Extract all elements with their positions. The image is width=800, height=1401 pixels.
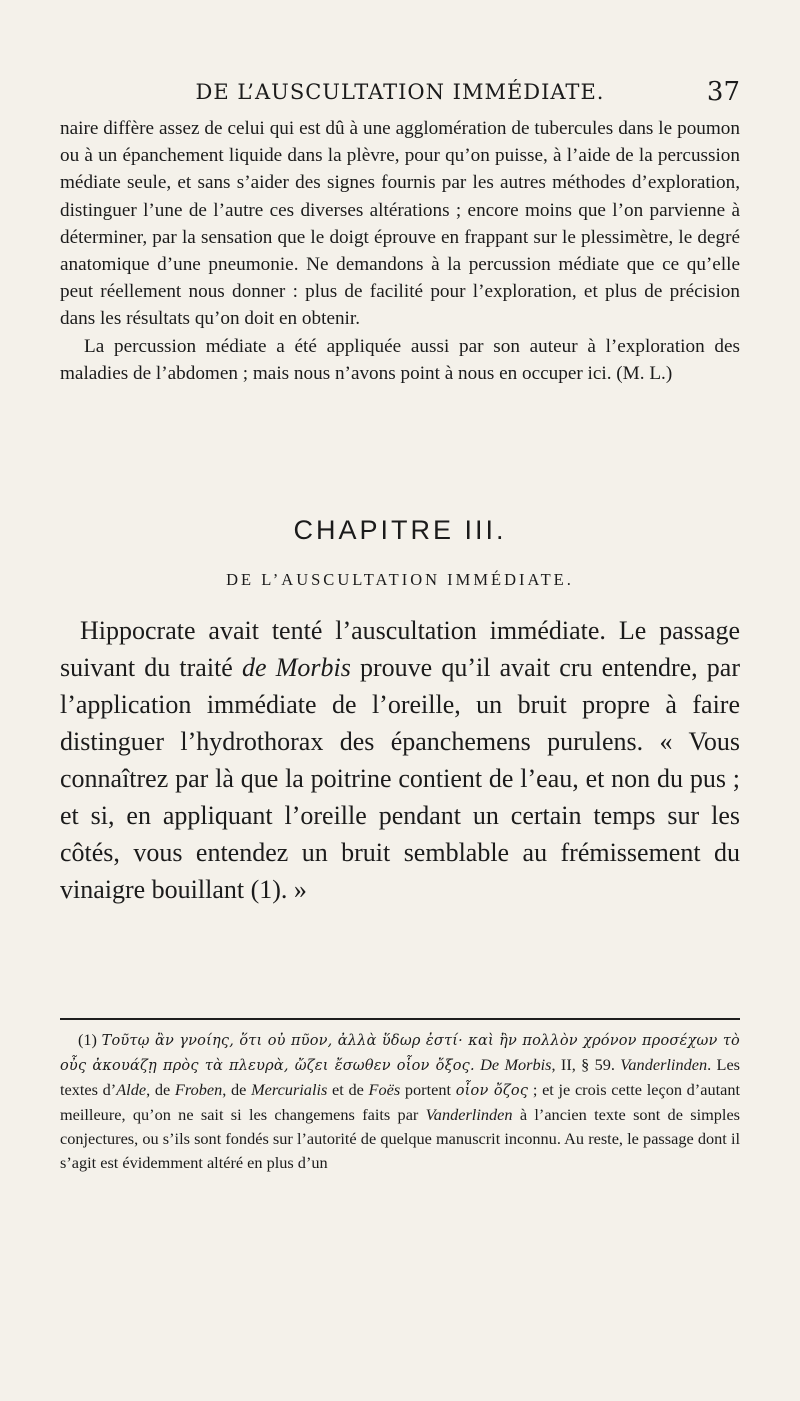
- text-span: , de: [146, 1080, 175, 1099]
- editor-name: Foës: [368, 1080, 401, 1099]
- text-span: et de: [327, 1080, 369, 1099]
- continuation-text: [60, 115, 740, 387]
- chapter-text: [60, 612, 740, 908]
- reference-title: De Morbis: [480, 1055, 552, 1074]
- continuation-paragraph: La percussion médiate a été appliquée aussi par son auteur à l’exploration des maladies de l’abdomen ; mais nous n’avons point à nous en occuper ici. (M. L.): [60, 335, 740, 384]
- running-head: [60, 77, 740, 112]
- page-number: 37: [706, 77, 740, 107]
- footnote-divider: [60, 1018, 740, 1020]
- editor-name: Mercurialis: [251, 1080, 328, 1099]
- editor-name: Vanderlinden: [620, 1055, 708, 1074]
- running-title: DE L’AUSCULTATION IMMÉDIATE.: [195, 80, 605, 104]
- text-span: , de: [222, 1080, 252, 1099]
- text-span: Hippocrate avait tenté l’auscultation immédiate. Le passage suivant du traité: [60, 616, 740, 682]
- footnote-marker: (1): [78, 1030, 102, 1049]
- text-span: prouve qu’il avait cru entendre, par l’application immédiate de l’oreille, un bruit propre à faire distinguer l’hydrothorax des épanchemens purulens. « Vous connaîtrez par là que la poitrine contient de l’eau, et non du pus ; et si, en appliquant l’oreille pendant un certain temps sur les côtés, vous entendez un bruit semblable au frémissement du vinaigre bouillant (1). »: [60, 653, 741, 904]
- footnote-paragraph: [60, 1028, 740, 1175]
- italic-title: de Morbis: [242, 653, 351, 682]
- text-span: portent: [400, 1080, 456, 1099]
- greek-quote: Τοῦτῳ ἂν γνοίης, ὅτι οὐ πῦον, ἀλλὰ ὕδωρ ἐστί· καὶ ἢν πολλὸν χρόνον προσέχων τὸ οὖς ἀκουάζῃ πρὸς τὰ πλευρὰ, ὤζει ἔσωθεν οἷον ὄξος.: [60, 1033, 740, 1074]
- editor-name: Alde: [116, 1080, 147, 1099]
- editor-name: Froben: [174, 1080, 223, 1099]
- chapter-paragraph: [60, 612, 740, 908]
- footnote: [60, 1028, 740, 1175]
- greek-phrase: οἷον ὄζος: [455, 1083, 529, 1099]
- continuation-paragraph: naire diffère assez de celui qui est dû à une agglomération de tubercules dans le poumon ou à un épanchement liquide dans la plèvre, pour qu’on puisse, à l’aide de la percussion médiate seule, et sans s’aider des signes fournis par les autres méthodes d’exploration, distinguer l’une de l’autre ces diverses altérations ; encore moins que l’on parvienne à déterminer, par la sensation que le doigt éprouve en frappant sur le plessimètre, le degré anatomique d’une pneumonie. Ne demandons à la percussion médiate que ce qu’elle peut réellement nous donner : plus de facilité pour l’exploration, et plus de précision dans les résultats qu’on doit en obtenir.: [60, 118, 740, 330]
- text-span: . Les textes d’: [60, 1055, 741, 1099]
- text-span: , II, § 59.: [551, 1055, 621, 1074]
- editor-name: Vanderlinden: [425, 1105, 513, 1124]
- text-span: ; et je crois cette leçon d’autant meilleure, qu’on ne sait si les changemens faits par: [60, 1080, 741, 1124]
- chapter-subtitle: DE L’AUSCULTATION IMMÉDIATE.: [226, 570, 574, 589]
- text-span: à l’ancien texte sont de simples conjectures, ou s’ils sont fondés sur l’autorité de quelque manuscrit inconnu. Au reste, le passage dont il s’agit est évidemment altéré en plus d’un: [60, 1105, 741, 1172]
- chapter-title: CHAPITRE III.: [293, 515, 507, 545]
